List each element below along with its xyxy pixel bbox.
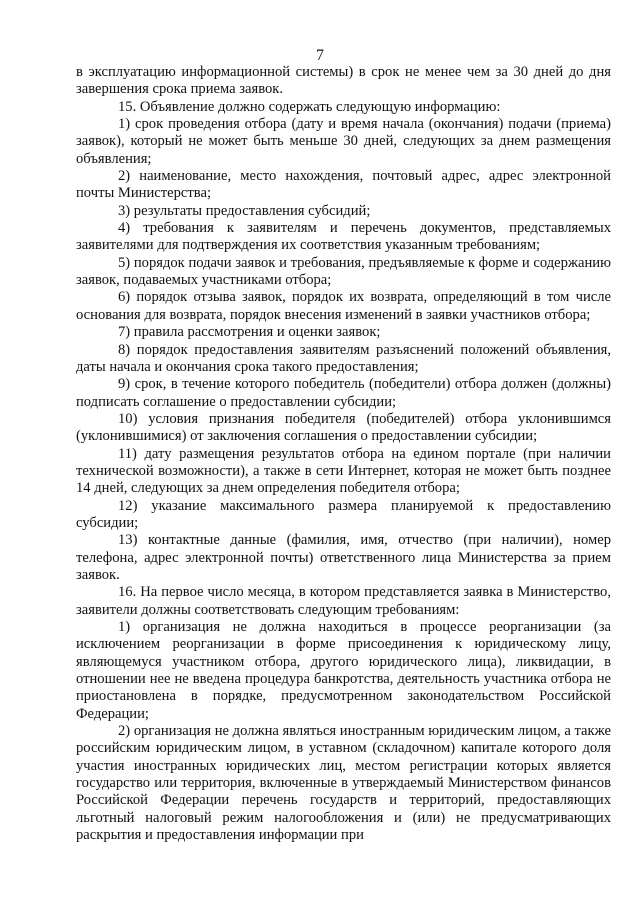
- document-body: [76, 64, 611, 844]
- page-number: 7: [316, 47, 324, 64]
- paragraph-15-13: 13) контактные данные (фамилия, имя, отчество (при наличии), номер телефона, адрес электронной почты) ответственного лица Министерства за прием заявок.: [76, 532, 611, 583]
- paragraph-15-8: 8) порядок предоставления заявителям разъяснений положений объявления, даты начала и окончания срока такого предоставления;: [76, 341, 611, 375]
- paragraph-15-12: 12) указание максимального размера планируемой к предоставлению субсидии;: [76, 497, 611, 531]
- paragraph-15-1: 1) срок проведения отбора (дату и время начала (окончания) подачи (приема) заявок), который не может быть меньше 30 дней, следующих за днем размещения объявления;: [76, 116, 611, 167]
- paragraph-15-10: 10) условия признания победителя (победителей) отбора уклонившимся (уклонившимися) от заключения соглашения о предоставлении субсидии;: [76, 410, 611, 445]
- paragraph-16-1: 1) организация не должна находиться в процессе реорганизации (за исключением реорганизации в форме присоединения к юридическому лицу, являющемуся участником отбора, другого юридического лица), ликвидации, в отношении нее не введена процедура банкротства, деятельность участника отбора не приостановлена в порядке, предусмотренном законодательством Российской Федерации;: [76, 619, 611, 722]
- paragraph-item-16: 16. На первое число месяца, в котором представляется заявка в Министерство, заявители должны соответствовать следующим требованиям:: [76, 584, 611, 618]
- paragraph-16-2: 2) организация не должна являться иностранным юридическим лицом, а также российским юридическим лицом, в уставном (складочном) капитале которого доля участия иностранных юридических лиц, местом регистрации которых является государство или территория, включенные в утверждаемый Министерством финансов Российской Федерации перечень государств и территорий, предоставляющих льготный налоговый режим налогообложения и (или) не предусматривающих раскрытия и предоставления информации при: [76, 723, 611, 844]
- paragraph-item-15: 15. Объявление должно содержать следующую информацию:: [118, 98, 501, 115]
- paragraph-15-2: 2) наименование, место нахождения, почтовый адрес, адрес электронной почты Министерства;: [76, 168, 611, 202]
- paragraph-15-6: 6) порядок отзыва заявок, порядок их возврата, определяющий в том числе основания для возврата, порядок внесения изменений в заявки участников отбора;: [76, 289, 611, 323]
- paragraph-15-3: 3) результаты предоставления субсидий;: [118, 202, 371, 219]
- paragraph-15-5: 5) порядок подачи заявок и требования, предъявляемые к форме и содержанию заявок, подаваемых участниками отбора;: [76, 254, 611, 289]
- paragraph-15-4: 4) требования к заявителям и перечень документов, представляемых заявителями для подтверждения их соответствия указанным требованиям;: [76, 220, 611, 254]
- paragraph-15-11: 11) дату размещения результатов отбора на едином портале (при наличии технической возможности), а также в сети Интернет, которая не может быть позднее 14 дней, следующих за днем определения победителя отбора;: [76, 445, 611, 497]
- paragraph-continuation: в эксплуатацию информационной системы) в срок не менее чем за 30 дней до дня завершения срока приема заявок.: [76, 64, 611, 98]
- paragraph-15-9: 9) срок, в течение которого победитель (победители) отбора должен (должны) подписать соглашение о предоставлении субсидии;: [76, 376, 611, 410]
- paragraph-15-7: 7) правила рассмотрения и оценки заявок;: [118, 324, 381, 341]
